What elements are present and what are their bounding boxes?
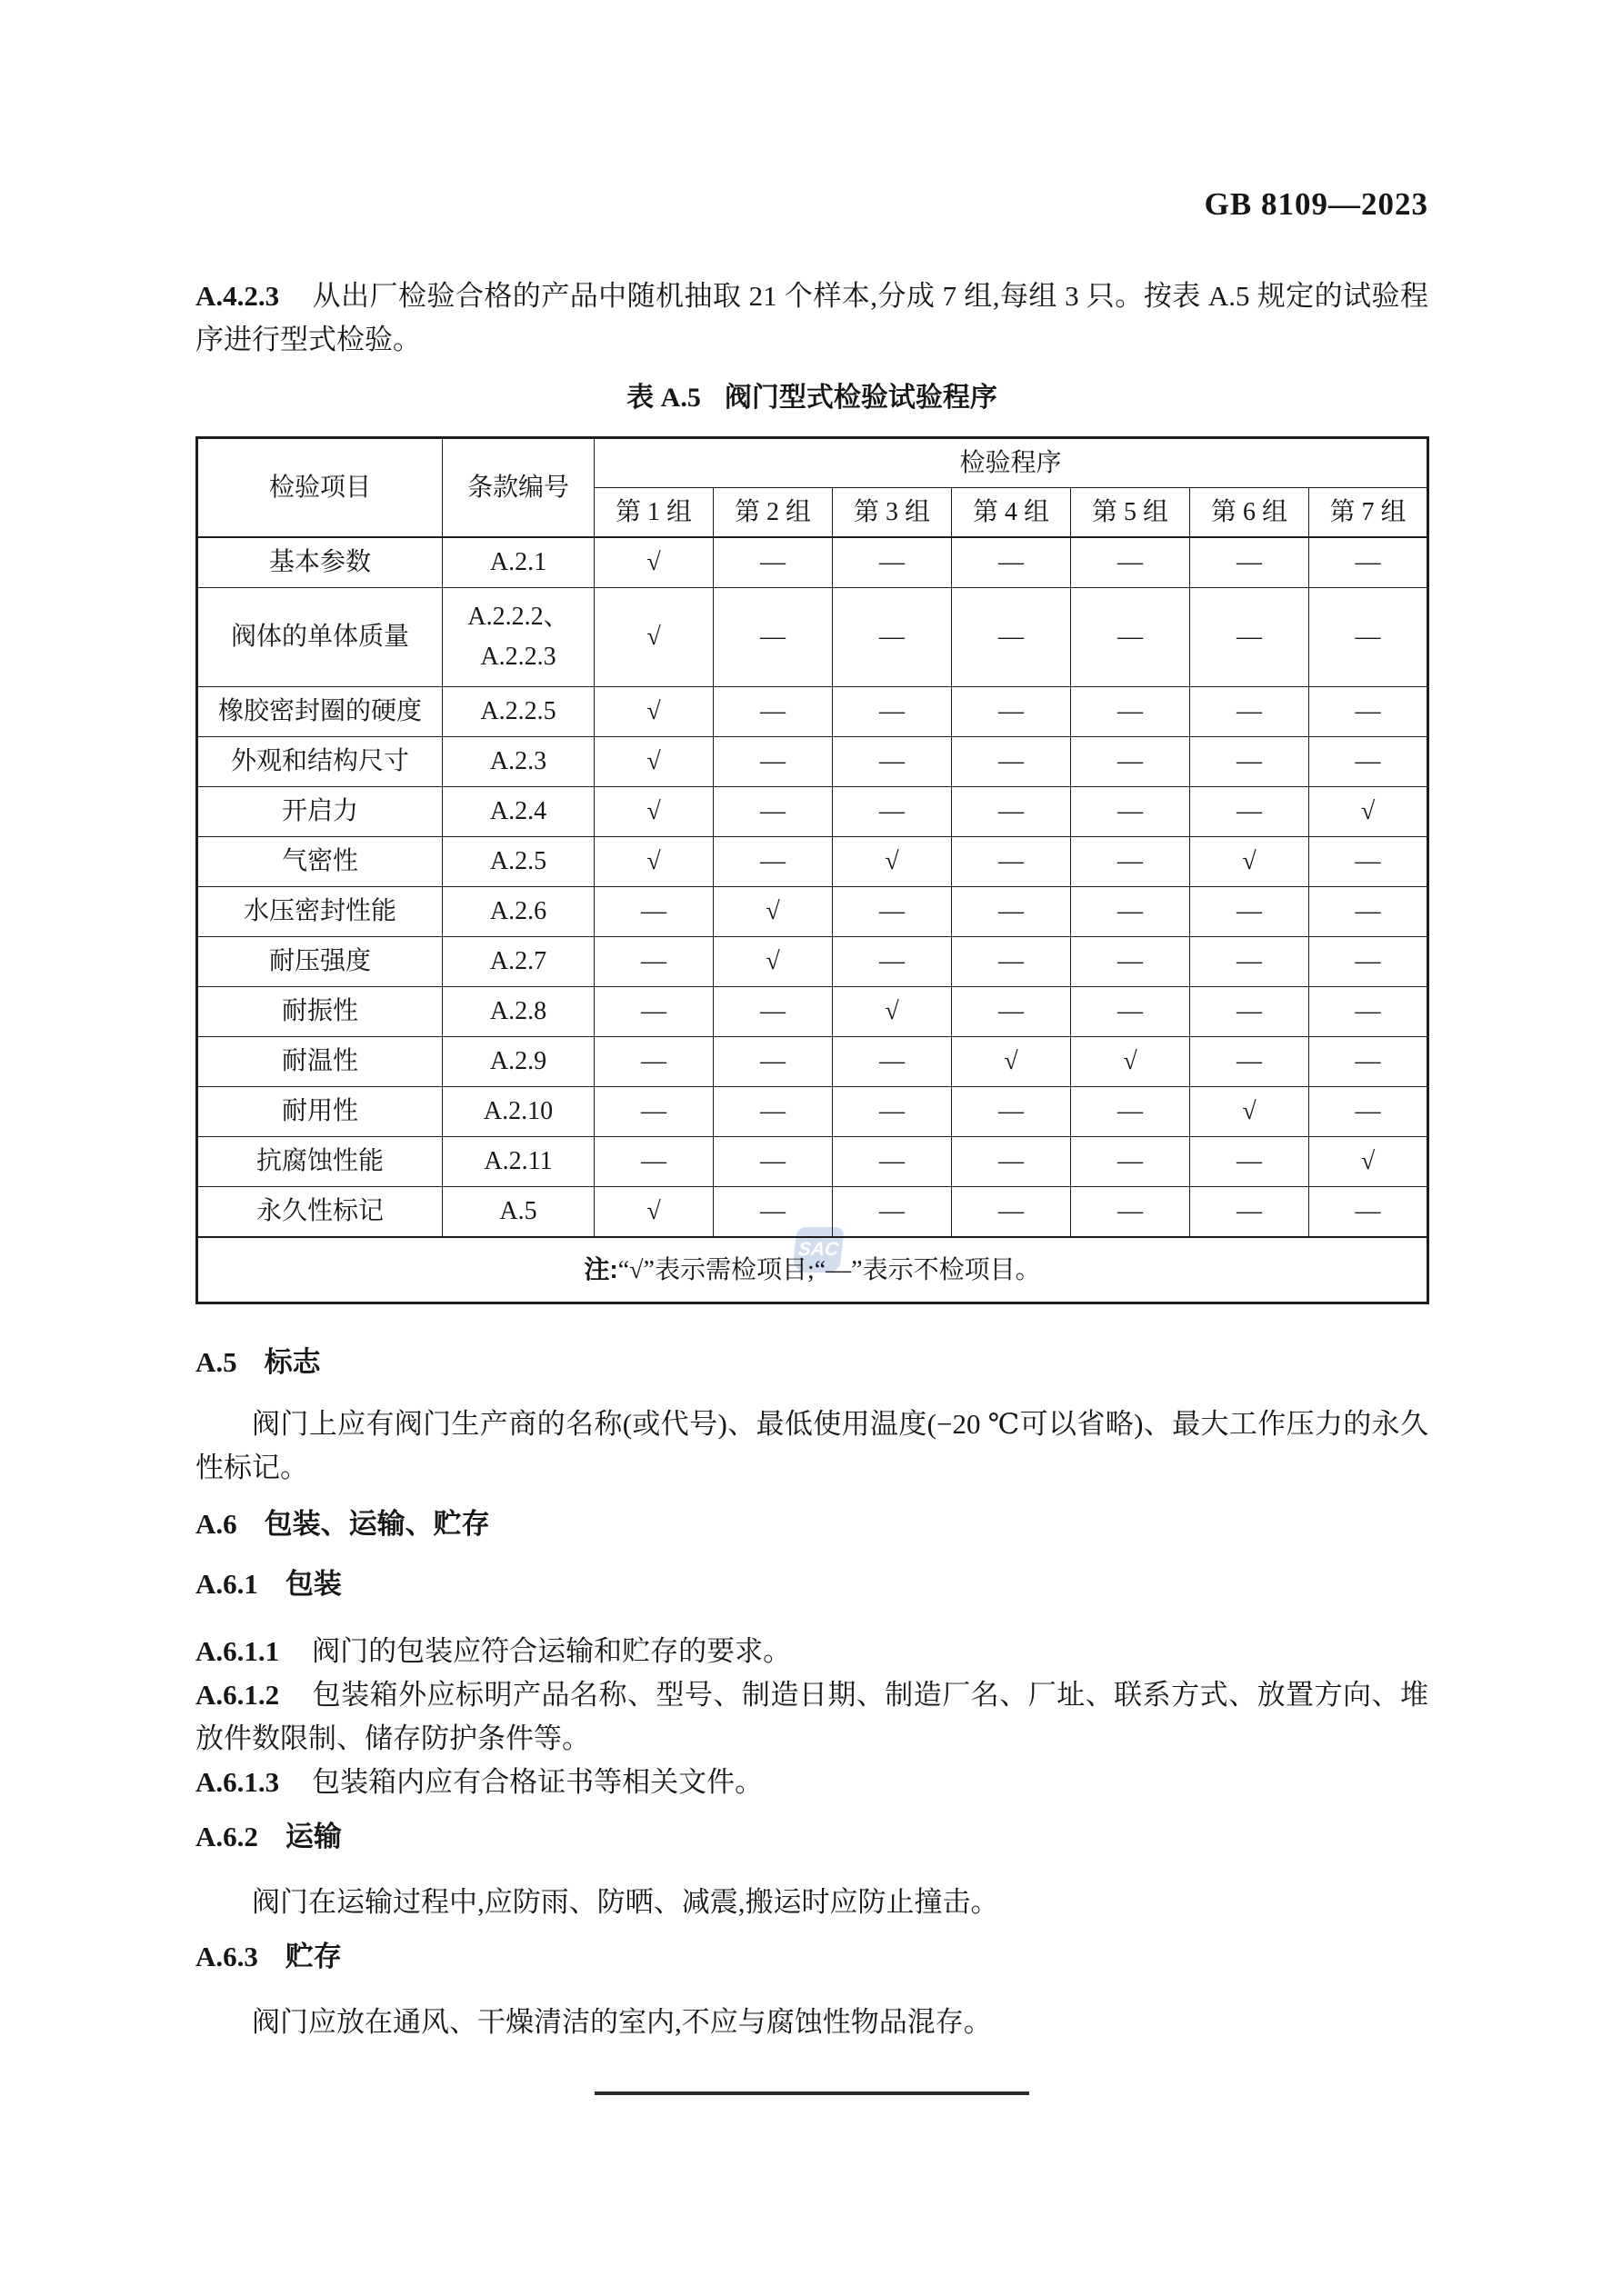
- clause-text: 包装箱内应有合格证书等相关文件。: [312, 1766, 764, 1798]
- mark-cell: √: [595, 787, 714, 837]
- heading-a62-id: A.6.2: [195, 1821, 258, 1852]
- mark-cell: —: [833, 937, 952, 987]
- mark-cell: —: [1190, 588, 1309, 687]
- mark-cell: √: [1190, 837, 1309, 887]
- mark-cell: —: [1071, 837, 1190, 887]
- table-row: [197, 987, 1428, 1037]
- paragraph-a613: [195, 1761, 1428, 1804]
- heading-a6: [195, 1506, 1428, 1542]
- heading-a5-id: A.5: [195, 1346, 237, 1378]
- mark-cell: —: [1190, 987, 1309, 1037]
- mark-cell: —: [1071, 787, 1190, 837]
- group-header-cell: 第 2 组: [714, 488, 833, 538]
- sac-watermark-text: SAC: [796, 1239, 840, 1260]
- mark-cell: —: [952, 787, 1071, 837]
- mark-cell: —: [952, 1137, 1071, 1187]
- paragraph-a423: [195, 275, 1428, 362]
- mark-cell: —: [1190, 887, 1309, 937]
- mark-cell: —: [1190, 537, 1309, 588]
- clause-number-cell: A.2.2.5: [443, 687, 595, 737]
- heading-a63: [195, 1939, 1428, 1975]
- inspection-item-cell: 开启力: [197, 787, 443, 837]
- inspection-item-cell: 耐振性: [197, 987, 443, 1037]
- mark-cell: —: [1309, 737, 1428, 787]
- item-column-header: 检验项目: [197, 438, 443, 538]
- mark-cell: —: [714, 787, 833, 837]
- mark-cell: —: [714, 537, 833, 588]
- inspection-item-cell: 阀体的单体质量: [197, 588, 443, 687]
- inspection-item-cell: 气密性: [197, 837, 443, 887]
- paragraph-a5-body: 阀门上应有阀门生产商的名称(或代号)、最低使用温度(−20 ℃可以省略)、最大工作压力的永久性标记。: [195, 1408, 1428, 1483]
- note-text: “√”表示需检项目;“—”表示不检项目。: [617, 1255, 1041, 1284]
- mark-cell: —: [833, 1087, 952, 1137]
- table-row: [197, 887, 1428, 937]
- mark-cell: —: [833, 1037, 952, 1087]
- mark-cell: —: [952, 687, 1071, 737]
- group-header-cell: 第 5 组: [1071, 488, 1190, 538]
- mark-cell: —: [1071, 588, 1190, 687]
- inspection-item-cell: 抗腐蚀性能: [197, 1137, 443, 1187]
- clause-text: 阀门的包装应符合运输和贮存的要求。: [312, 1635, 792, 1667]
- mark-cell: —: [952, 537, 1071, 588]
- table-header: [197, 438, 1428, 538]
- clause-number-cell: A.2.8: [443, 987, 595, 1037]
- inspection-item-cell: 耐用性: [197, 1087, 443, 1137]
- mark-cell: √: [595, 537, 714, 588]
- clause-label: A.6.1.3: [195, 1766, 280, 1798]
- mark-cell: —: [1071, 737, 1190, 787]
- mark-cell: —: [1309, 1037, 1428, 1087]
- heading-a61-title: 包装: [285, 1568, 342, 1600]
- clause-column-header: 条款编号: [443, 438, 595, 538]
- mark-cell: —: [952, 737, 1071, 787]
- group-header-cell: 第 3 组: [833, 488, 952, 538]
- clause-number-cell: A.5: [443, 1187, 595, 1238]
- paragraph-a62-body: 阀门在运输过程中,应防雨、防晒、减震,搬运时应防止撞击。: [252, 1886, 999, 1918]
- inspection-item-cell: 耐温性: [197, 1037, 443, 1087]
- heading-a61-id: A.6.1: [195, 1568, 258, 1600]
- clause-number-cell: A.2.6: [443, 887, 595, 937]
- mark-cell: —: [1071, 1187, 1190, 1238]
- table-row: [197, 737, 1428, 787]
- mark-cell: —: [714, 987, 833, 1037]
- inspection-item-cell: 水压密封性能: [197, 887, 443, 937]
- table-row: [197, 1187, 1428, 1238]
- table-body: [197, 537, 1428, 1237]
- table-row: [197, 937, 1428, 987]
- inspection-procedure-table: [195, 436, 1429, 1304]
- inspection-item-cell: 外观和结构尺寸: [197, 737, 443, 787]
- heading-a5-title: 标志: [264, 1346, 321, 1378]
- mark-cell: —: [595, 987, 714, 1037]
- mark-cell: —: [595, 887, 714, 937]
- mark-cell: —: [952, 588, 1071, 687]
- paragraph-a611: [195, 1630, 1428, 1673]
- mark-cell: —: [833, 687, 952, 737]
- mark-cell: —: [833, 537, 952, 588]
- mark-cell: √: [714, 937, 833, 987]
- table-row: [197, 537, 1428, 588]
- inspection-item-cell: 橡胶密封圈的硬度: [197, 687, 443, 737]
- clause-number-cell: A.2.7: [443, 937, 595, 987]
- group-header-cell: 第 4 组: [952, 488, 1071, 538]
- heading-a6-title: 包装、运输、贮存: [264, 1508, 490, 1540]
- mark-cell: —: [1190, 1187, 1309, 1238]
- mark-cell: —: [1071, 1087, 1190, 1137]
- mark-cell: —: [595, 1037, 714, 1087]
- heading-a63-title: 贮存: [285, 1941, 342, 1972]
- mark-cell: —: [1071, 937, 1190, 987]
- mark-cell: √: [595, 837, 714, 887]
- table-row: [197, 1087, 1428, 1137]
- table-row: [197, 588, 1428, 687]
- note-label: 注:: [584, 1254, 618, 1283]
- mark-cell: —: [952, 1087, 1071, 1137]
- table-row: [197, 687, 1428, 737]
- inspection-item-cell: 永久性标记: [197, 1187, 443, 1238]
- heading-a62: [195, 1819, 1428, 1855]
- mark-cell: —: [1071, 687, 1190, 737]
- clause-number-cell: A.2.11: [443, 1137, 595, 1187]
- mark-cell: —: [833, 887, 952, 937]
- mark-cell: —: [1190, 687, 1309, 737]
- clause-number-cell: A.2.4: [443, 787, 595, 837]
- mark-cell: √: [1309, 787, 1428, 837]
- mark-cell: —: [714, 737, 833, 787]
- clause-number-cell: A.2.1: [443, 537, 595, 588]
- table-row: [197, 1137, 1428, 1187]
- inspection-item-cell: 耐压强度: [197, 937, 443, 987]
- mark-cell: √: [1190, 1087, 1309, 1137]
- mark-cell: —: [714, 1137, 833, 1187]
- heading-a63-id: A.6.3: [195, 1941, 258, 1972]
- heading-a5: [195, 1344, 1428, 1381]
- end-of-document-rule: [595, 2091, 1029, 2095]
- mark-cell: —: [1309, 1187, 1428, 1238]
- mark-cell: —: [952, 887, 1071, 937]
- clause-label: A.4.2.3: [195, 280, 280, 312]
- mark-cell: —: [1190, 1137, 1309, 1187]
- table-title-text: 阀门型式检验试验程序: [724, 383, 997, 413]
- mark-cell: —: [1190, 737, 1309, 787]
- table-row: [197, 787, 1428, 837]
- mark-cell: √: [833, 987, 952, 1037]
- mark-cell: —: [952, 1187, 1071, 1238]
- mark-cell: —: [1190, 1037, 1309, 1087]
- mark-cell: —: [714, 1037, 833, 1087]
- inspection-item-cell: 基本参数: [197, 537, 443, 588]
- mark-cell: √: [1071, 1037, 1190, 1087]
- mark-cell: —: [714, 588, 833, 687]
- mark-cell: —: [595, 937, 714, 987]
- mark-cell: —: [1071, 887, 1190, 937]
- heading-a62-title: 运输: [285, 1821, 342, 1852]
- table-footer: [197, 1237, 1428, 1303]
- clause-text: 从出厂检验合格的产品中随机抽取 21 个样本,分成 7 组,每组 3 只。按表 A.5 规定的试验程序进行型式检验。: [195, 280, 1428, 355]
- clause-label: A.6.1.2: [195, 1679, 280, 1711]
- paragraph-a63-body: 阀门应放在通风、干燥清洁的室内,不应与腐蚀性物品混存。: [252, 2006, 992, 2038]
- clause-number-cell: A.2.9: [443, 1037, 595, 1087]
- group-header-cell: 第 1 组: [595, 488, 714, 538]
- mark-cell: —: [1071, 1137, 1190, 1187]
- mark-cell: —: [714, 837, 833, 887]
- mark-cell: √: [595, 737, 714, 787]
- clause-number-cell: A.2.2.2、A.2.2.3: [443, 588, 595, 687]
- mark-cell: —: [595, 1087, 714, 1137]
- mark-cell: —: [833, 1137, 952, 1187]
- table-title: [195, 380, 1428, 416]
- clause-text: 包装箱外应标明产品名称、型号、制造日期、制造厂名、厂址、联系方式、放置方向、堆放件数限制、储存防护条件等。: [195, 1679, 1428, 1754]
- group-header-cell: 第 7 组: [1309, 488, 1428, 538]
- mark-cell: —: [1309, 687, 1428, 737]
- mark-cell: —: [833, 588, 952, 687]
- mark-cell: —: [1190, 937, 1309, 987]
- mark-cell: √: [595, 1187, 714, 1238]
- heading-a6-id: A.6: [195, 1508, 237, 1540]
- heading-a61: [195, 1566, 1428, 1602]
- mark-cell: —: [1309, 887, 1428, 937]
- mark-cell: √: [1309, 1137, 1428, 1187]
- table-row: [197, 1037, 1428, 1087]
- mark-cell: —: [1071, 987, 1190, 1037]
- clause-number-cell: A.2.10: [443, 1087, 595, 1137]
- mark-cell: —: [1309, 537, 1428, 588]
- mark-cell: —: [1309, 837, 1428, 887]
- table-note: [197, 1237, 1428, 1303]
- mark-cell: —: [1309, 1087, 1428, 1137]
- mark-cell: —: [1071, 537, 1190, 588]
- mark-cell: —: [952, 987, 1071, 1037]
- mark-cell: √: [595, 687, 714, 737]
- mark-cell: —: [1190, 787, 1309, 837]
- mark-cell: —: [833, 1187, 952, 1238]
- clause-number-cell: A.2.3: [443, 737, 595, 787]
- mark-cell: —: [595, 1137, 714, 1187]
- table-title-label: 表 A.5: [626, 383, 701, 413]
- mark-cell: —: [714, 1187, 833, 1238]
- mark-cell: —: [714, 1087, 833, 1137]
- table-row: [197, 837, 1428, 887]
- mark-cell: √: [952, 1037, 1071, 1087]
- mark-cell: —: [952, 937, 1071, 987]
- paragraph-a612: [195, 1673, 1428, 1761]
- mark-cell: √: [833, 837, 952, 887]
- standard-number: GB 8109—2023: [1204, 186, 1428, 222]
- mark-cell: —: [714, 687, 833, 737]
- mark-cell: —: [1309, 937, 1428, 987]
- clause-label: A.6.1.1: [195, 1635, 280, 1667]
- mark-cell: —: [1309, 987, 1428, 1037]
- mark-cell: —: [833, 787, 952, 837]
- mark-cell: —: [1309, 588, 1428, 687]
- clause-number-cell: A.2.5: [443, 837, 595, 887]
- document-page: [195, 0, 1428, 2095]
- group-header-cell: 第 6 组: [1190, 488, 1309, 538]
- mark-cell: √: [714, 887, 833, 937]
- procedure-span-header: 检验程序: [595, 438, 1428, 488]
- mark-cell: √: [595, 588, 714, 687]
- mark-cell: —: [952, 837, 1071, 887]
- mark-cell: —: [833, 737, 952, 787]
